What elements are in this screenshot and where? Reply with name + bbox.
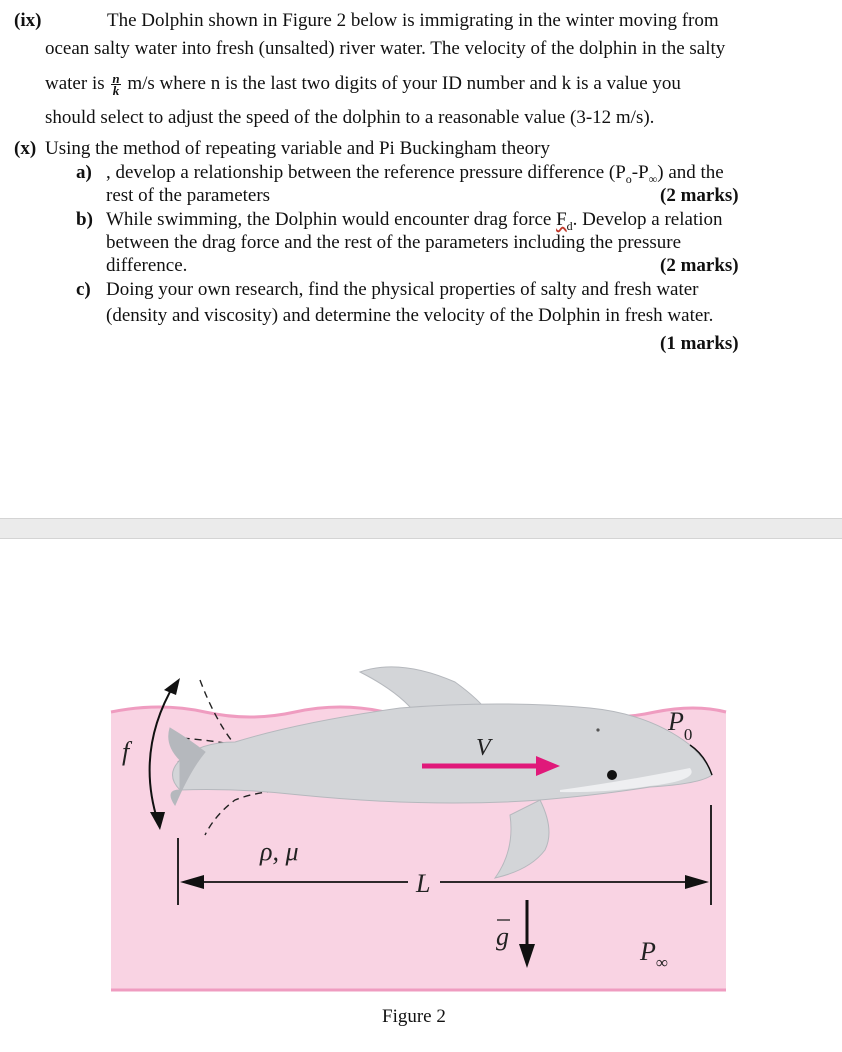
tail-arc-arrowhead-up (164, 678, 180, 695)
part-c-label: c) (76, 279, 91, 300)
question-x-intro: Using the method of repeating variable and Pi Buckingham theory (45, 138, 550, 159)
part-b-line-3: difference. (106, 255, 188, 276)
p-infinity-subscript: ∞ (655, 953, 669, 972)
part-a-marks: (2 marks) (660, 185, 739, 206)
question-ix-number: (ix) (14, 10, 42, 31)
part-a-dash-p: -P (631, 162, 649, 183)
part-a-line-1-text: , develop a relationship between the reference pressure difference (P (106, 162, 626, 183)
part-a-label: a) (76, 162, 92, 183)
part-c-line-1: Doing your own research, find the physical properties of salty and fresh water (106, 279, 699, 300)
part-b-marks: (2 marks) (660, 255, 739, 276)
part-b-line-1-pre: While swimming, the Dolphin would encounter drag force (106, 209, 557, 230)
fraction-denominator: k (112, 83, 120, 99)
length-label: L (416, 869, 431, 898)
density-viscosity-label: ρ, μ (260, 837, 299, 866)
p-infinity-main: P (640, 937, 656, 966)
part-b-label: b) (76, 209, 93, 230)
part-b-line-2: between the drag force and the rest of the parameters including the pressure (106, 232, 682, 253)
question-ix-line-1: The Dolphin shown in Figure 2 below is immigrating in the winter moving from (107, 10, 719, 31)
page-divider (0, 518, 842, 539)
drag-force-symbol (556, 209, 573, 233)
question-ix-line-3 (45, 66, 681, 102)
drag-force-main: F (556, 209, 567, 230)
p-inf-subscript: ∞ (648, 171, 658, 186)
p-zero-main: P (668, 707, 684, 736)
part-c-line-2: (density and viscosity) and determine the velocity of the Dolphin in fresh water. (106, 305, 714, 326)
velocity-fraction (111, 71, 120, 99)
part-c-marks: (1 marks) (660, 333, 739, 354)
p-o-subscript: o (625, 171, 632, 186)
drag-force-subscript: d (566, 218, 573, 233)
dolphin-eye (607, 770, 617, 780)
question-ix-line-3-post: m/s where n is the last two digits of your ID number and k is a value you (127, 73, 681, 94)
tail-frequency-label: f (122, 737, 130, 766)
figure-caption: Figure 2 (382, 1006, 446, 1027)
dolphin-blowhole (596, 728, 599, 731)
question-ix-line-4: should select to adjust the speed of the dolphin to a reasonable value (3-12 m/s). (45, 107, 655, 128)
question-ix-line-2: ocean salty water into fresh (unsalted) river water. The velocity of the dolphin in the salty (45, 38, 726, 59)
fraction-numerator: n (112, 71, 120, 87)
question-ix-line-3-pre: water is (45, 73, 105, 94)
question-x-number: (x) (14, 138, 37, 159)
gravity-label: g (496, 922, 509, 951)
part-a-line-1-end: ) and the (657, 162, 724, 183)
figure-2 (0, 600, 842, 1052)
part-b-line-1-post: . Develop a relation (572, 209, 723, 230)
part-a-line-2: rest of the parameters (106, 185, 271, 206)
velocity-label: V (476, 735, 491, 761)
p-zero-subscript: 0 (683, 725, 693, 744)
